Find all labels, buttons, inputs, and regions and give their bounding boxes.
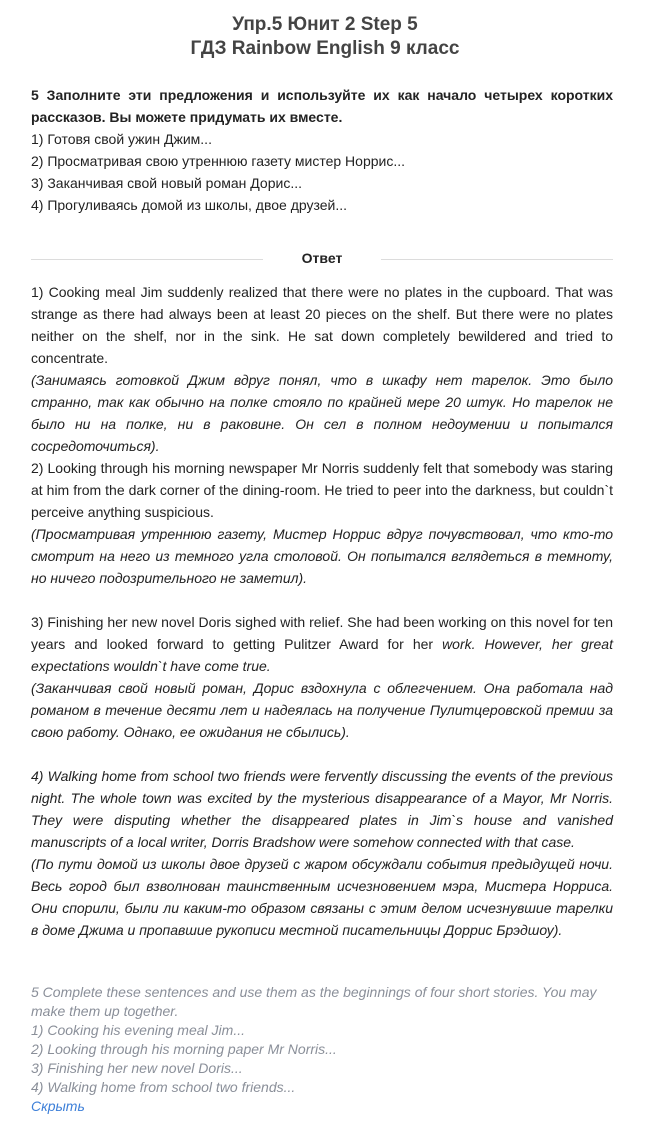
answer-label: Ответ [301,250,343,266]
answer-2-english: 2) Looking through his morning newspaper Mr Norris suddenly felt that somebody was staring at him from the dark corner of the dining-room. He tried to peer into the darkness, but couldn`t perceive anything suspicious. [31,460,613,520]
answer-3-english-italic: work. However, her great expectations wouldn`t have come true. [31,636,613,674]
original-task-block [31,983,613,1116]
page-title: Упр.5 Юнит 2 Step 5 [232,14,418,35]
answer-4-english: 4) Walking home from school two friends were fervently discussing the events of the previous night. The whole town was excited by the mysterious disappearance of a Mayor, Mr Norris. They were disputing whether the disappeared plates in Jim`s house and vanished manuscripts of a local writer, Dorris Bradshow were somehow connected with that case. [31,768,613,850]
answer-1 [31,281,613,457]
answer-4-russian: (По пути домой из школы двое друзей с жаром обсуждали события предыдущей ночи. Весь город был взволнован таинственным исчезновением мэра, Мистера Норриса. Они спорили, были ли каким-то образом связаны с этим делом исчезнувшие тарелки в доме Джима и пропавшие рукописи местной писательницы Доррис Брэдшоу). [31,856,613,938]
original-task-item: 2) Looking through his morning paper Mr Norris... [31,1041,337,1057]
answer-1-english: 1) Cooking meal Jim suddenly realized that there were no plates in the cupboard. That was strange as there had always been at least 20 pieces on the shelf. But there were no plates neither on the shelf, nor in the sink. He sat down completely bewildered and tried to concentrate. [31,284,613,366]
task-item: 3) Заканчивая свой новый роман Дорис... [31,175,302,191]
original-task-item: 4) Walking home from school two friends... [31,1079,296,1095]
original-task-lead: 5 Complete these sentences and use them as the beginnings of four short stories. You may make them up together. [31,984,597,1019]
answer-1-russian: (Занимаясь готовкой Джим вдруг понял, что в шкафу нет тарелок. Это было странно, так как обычно на полке стояло по крайней мере 20 штук. Но тарелок не было ни на полке, ни в раковине. Он сел в полном недоумении и попытался сосредоточиться). [31,372,613,454]
answer-3 [31,611,613,743]
answer-3-russian: (Заканчивая свой новый роман, Дорис вздохнула с облегчением. Она работала над романом в течение десяти лет и надеялась на получение Пулитцеровской премии за свою работу. Однако, ее ожидания не сбылись). [31,680,613,740]
original-task-item: 1) Cooking his evening meal Jim... [31,1022,245,1038]
task-lead: 5 Заполните эти предложения и используйте их как начало четырех коротких рассказов. Вы можете придумать их вместе. [31,87,613,125]
answer-4 [31,765,613,941]
answer-3-english [31,611,613,677]
answer-2-russian: (Просматривая утреннюю газету, Мистер Норрис вдруг почувствовал, что кто-то смотрит на него из темного угла столовой. Он попытался вглядеться в темноту, но ничего подозрительного не заметил). [31,526,613,586]
task-item: 2) Просматривая свою утреннюю газету мистер Норрис... [31,153,406,169]
hide-link[interactable]: Скрыть [31,1098,85,1114]
task-block [31,84,613,216]
answer-3-english-plain: 3) Finishing her new novel Doris sighed with relief. She had been working on this novel for ten years and looked forward to getting Pulitzer Award for her [31,614,613,652]
answer-2 [31,457,613,589]
original-task-item: 3) Finishing her new novel Doris... [31,1060,243,1076]
task-item: 4) Прогуливаясь домой из школы, двое друзей... [31,197,348,213]
answer-divider [31,248,613,270]
divider-line-right [381,259,613,260]
task-item: 1) Готовя свой ужин Джим... [31,131,212,147]
page-subtitle: ГДЗ Rainbow English 9 класс [190,38,460,59]
